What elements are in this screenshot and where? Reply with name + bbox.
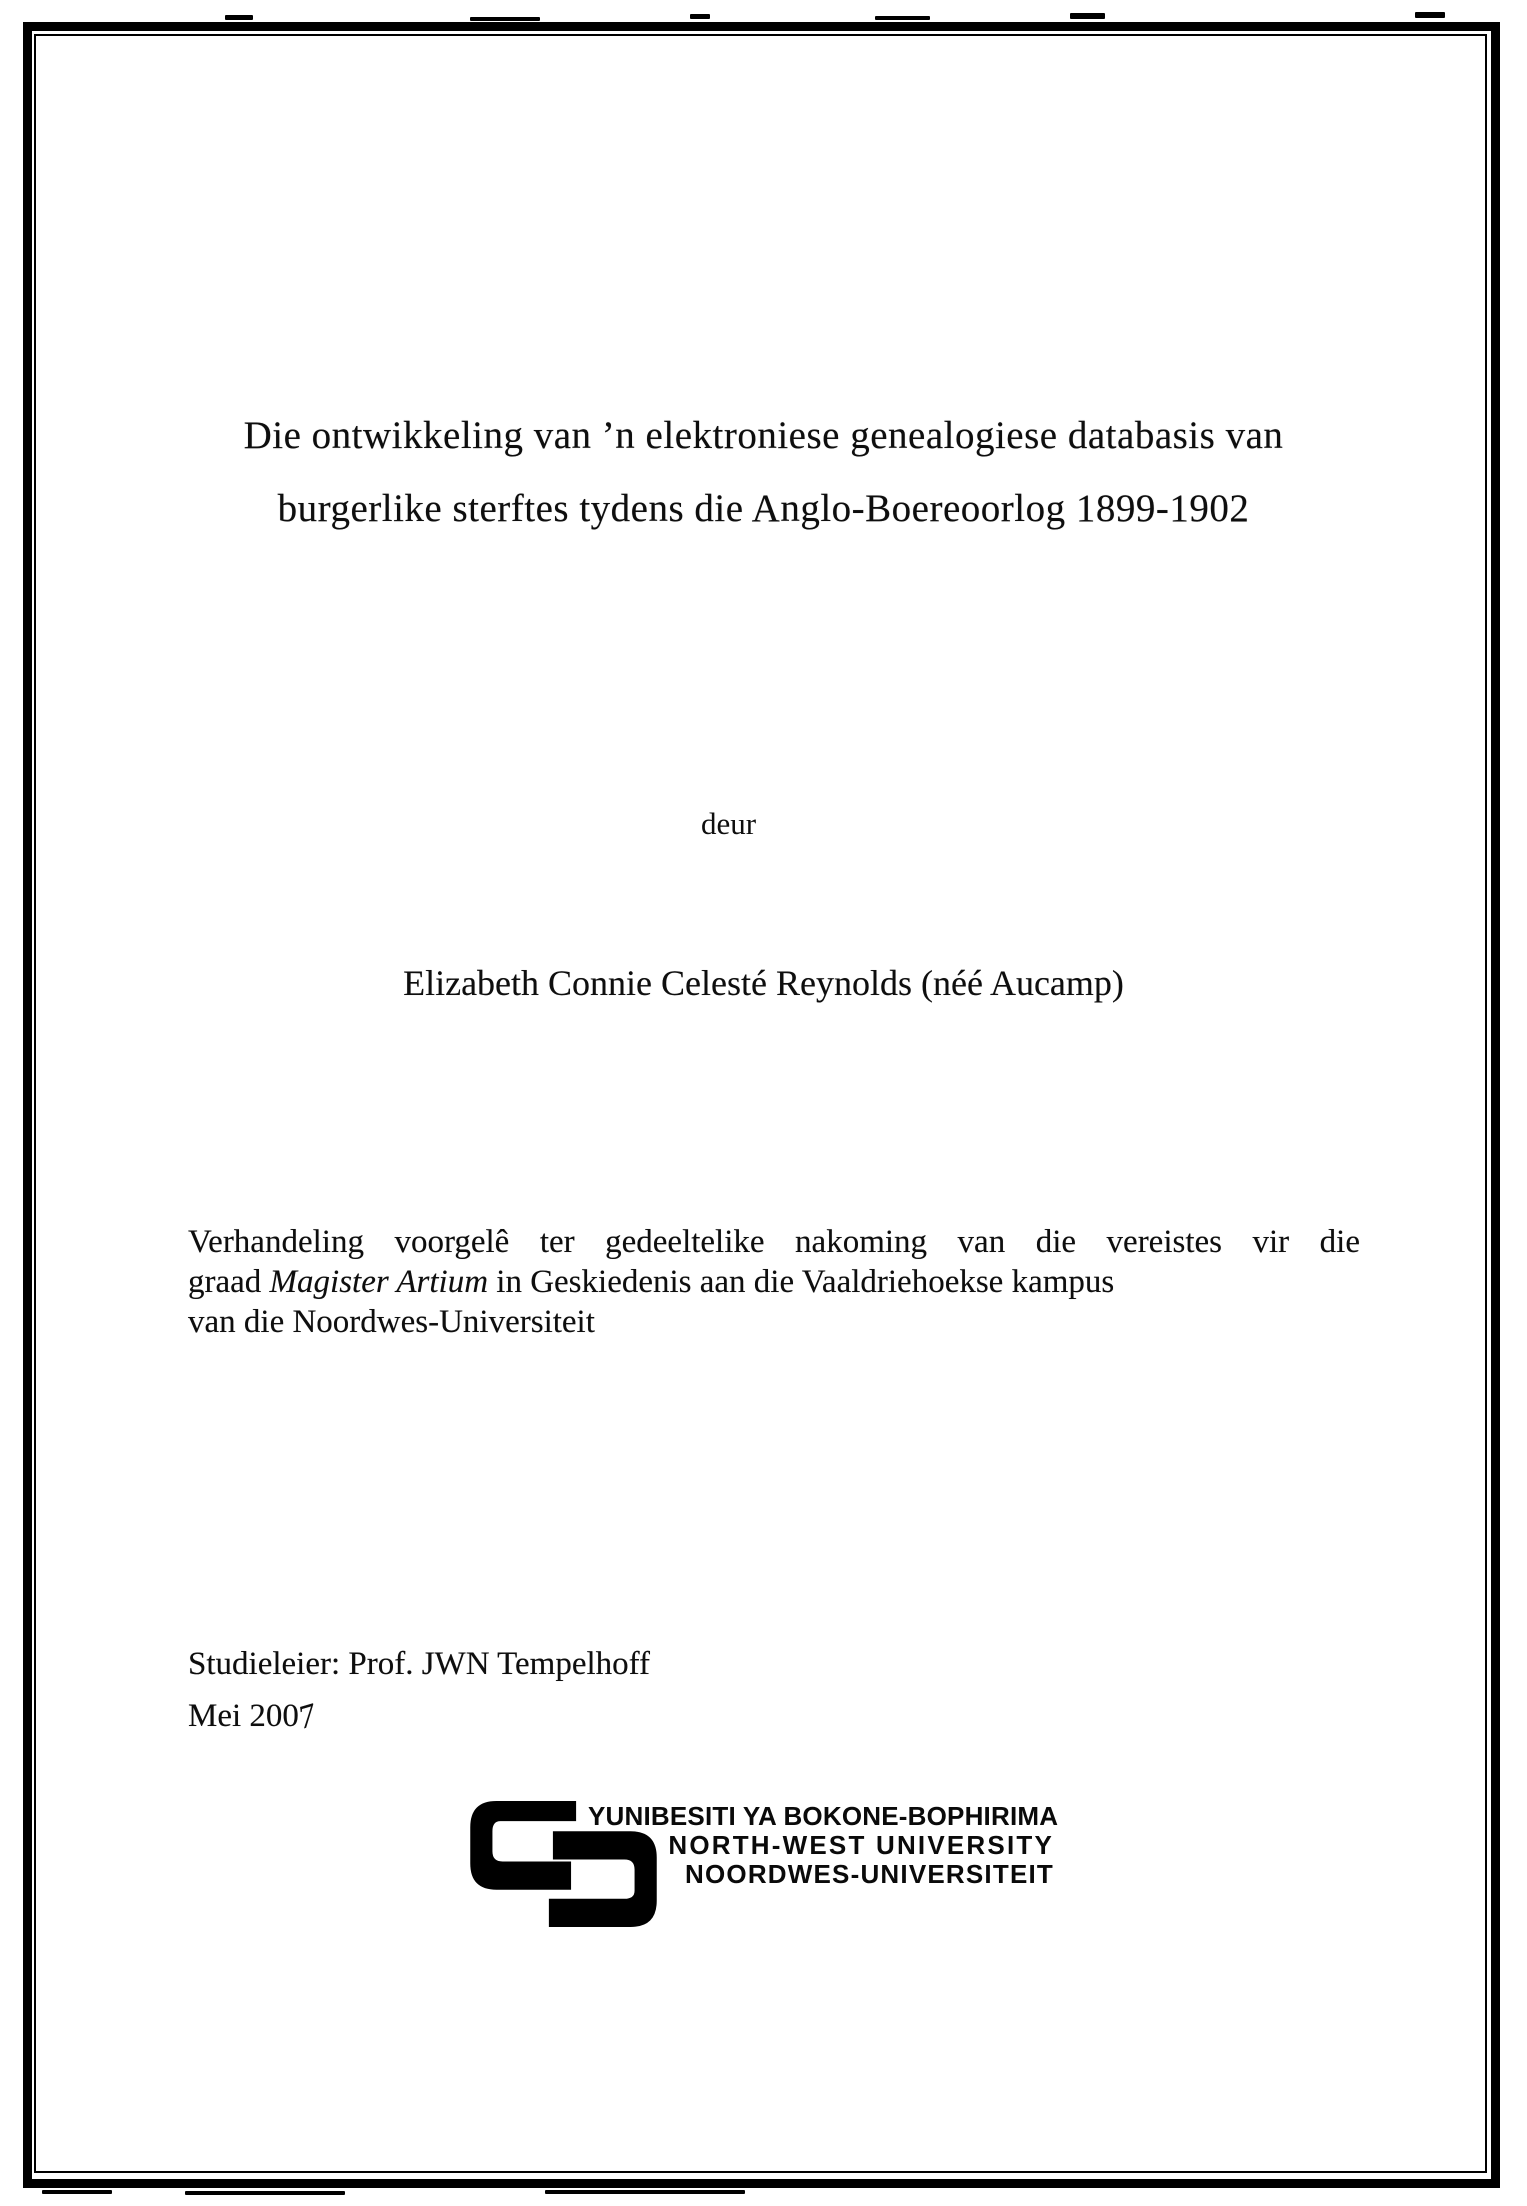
scan-artifact bbox=[470, 17, 540, 21]
degree-statement-line2-pre: graad bbox=[188, 1264, 270, 1300]
date-last-digit: 7 bbox=[297, 1696, 318, 1738]
scan-artifact bbox=[875, 16, 930, 20]
logo-text-setswana: YUNIBESITI YA BOKONE-BOPHIRIMA bbox=[588, 1801, 1059, 1831]
scan-artifact bbox=[1070, 13, 1105, 19]
degree-statement-line2-post: in Geskiedenis aan die Vaaldriehoekse kampus bbox=[488, 1264, 1115, 1300]
date-prefix: Mei 200 bbox=[188, 1698, 299, 1734]
scan-artifact bbox=[225, 15, 253, 20]
scan-artifact bbox=[42, 2190, 112, 2194]
university-logo-text bbox=[588, 1801, 1059, 1889]
degree-statement-line2 bbox=[188, 1262, 1360, 1302]
scan-artifact bbox=[690, 14, 710, 19]
scan-artifact bbox=[185, 2191, 345, 2195]
author-name: Elizabeth Connie Celesté Reynolds (néé Aucamp) bbox=[403, 963, 1124, 1003]
thesis-title-line2: burgerlike sterftes tydens die Anglo-Boereoorlog 1899-1902 bbox=[277, 487, 1250, 530]
degree-statement bbox=[188, 1222, 1360, 1342]
scan-artifact bbox=[1415, 12, 1445, 18]
logo-text-afrikaans: NOORDWES-UNIVERSITEIT bbox=[685, 1859, 1054, 1889]
degree-statement-line3: van die Noordwes-Universiteit bbox=[188, 1304, 595, 1340]
thesis-title bbox=[100, 399, 1427, 545]
scan-artifact bbox=[545, 2190, 745, 2194]
date-line bbox=[188, 1696, 318, 1738]
degree-name-italic: Magister Artium bbox=[269, 1264, 489, 1300]
thesis-title-line1: Die ontwikkeling van ’n elektroniese genealogiese databasis van bbox=[243, 414, 1284, 457]
supervisor-line: Studieleier: Prof. JWN Tempelhoff bbox=[188, 1646, 651, 1682]
degree-statement-line1: Verhandeling voorgelê ter gedeeltelike nakoming van die vereistes vir die bbox=[188, 1224, 1360, 1260]
byline: deur bbox=[700, 806, 757, 841]
logo-text-english: NORTH-WEST UNIVERSITY bbox=[668, 1830, 1054, 1860]
